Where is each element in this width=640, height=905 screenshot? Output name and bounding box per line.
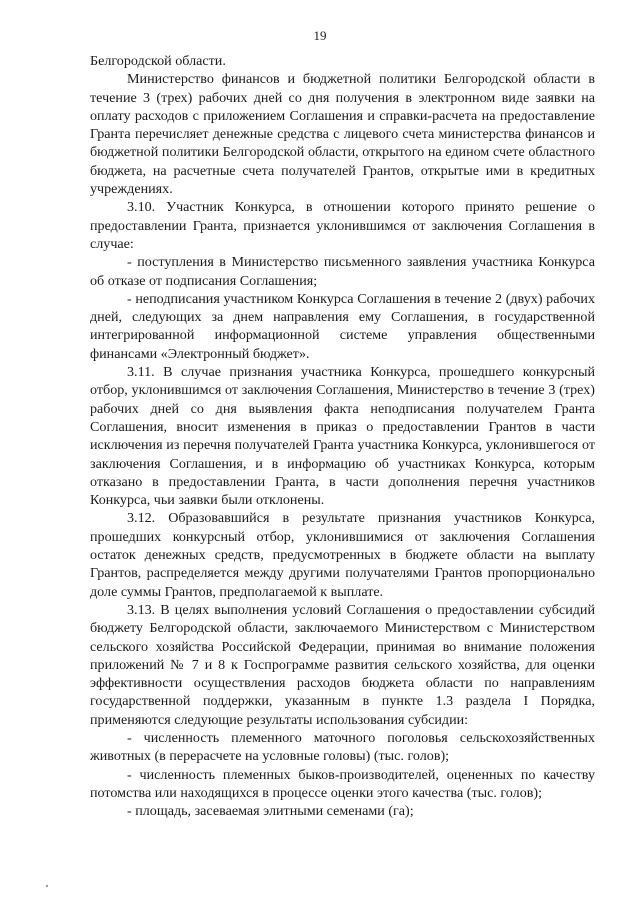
paragraph-3-12: 3.12. Образовавшийся в результате признания участников Конкурса, прошедших конкурсный отбор, уклонившимися от заключения Соглашения остаток денежных средств, предусмотренных в бюджете области на выплату Грантов, распределяется между другими получателями Грантов пропорционально доле суммы Грантов, предполагаемой к выплате. bbox=[90, 510, 595, 600]
list-item-non-signing: - неподписания участником Конкурса Соглашения в течение 2 (двух) рабочих дней, следующих за днем направления ему Соглашения, в государственной интегрированной информационной системе управления общественными финансами «Электронный бюджет». bbox=[90, 290, 595, 362]
paragraph-3-13: 3.13. В целях выполнения условий Соглашения о предоставлении субсидий бюджету Белгородской области, заключаемого Министерством с Министерством сельского хозяйства Российской Федерации, принимая во внимание положения приложений № 7 и 8 к Госпрограмме развития сельского хозяйства, для оценки эффективности осуществления расходов бюджета области по направлениям государственной поддержки, указанным в пункте 1.3 раздела I Порядка, применяются следующие результаты использования субсидии: bbox=[90, 601, 595, 728]
paragraph-ministry-transfer: Министерство финансов и бюджетной политики Белгородской области в течение 3 (трех) рабочих дней со дня получения в электронном виде заявки на оплату расходов с приложением Соглашения и справки-расчета на предоставление Гранта перечисляет денежные средства с лицевого счета министерства финансов и бюджетной политики Белгородской области, открытого на едином счете областного бюджета, на расчетные счета получателей Грантов, открытые ими в кредитных учреждениях. bbox=[90, 71, 595, 198]
list-item-written-refusal: - поступления в Министерство письменного заявления участника Конкурса об отказе от подписания Соглашения; bbox=[90, 254, 595, 289]
list-item-breeding-livestock: - численность племенного маточного поголовья сельскохозяйственных животных (в перерасчете на условные головы) (тыс. голов); bbox=[90, 729, 595, 765]
paragraph-3-11: 3.11. В случае признания участника Конкурса, прошедшего конкурсный отбор, уклонившимся от заключения Соглашения, Министерство в течение 3 (трех) рабочих дней со дня выявления факта неподписания получателем Гранта Соглашения, вносит изменения в приказ о предоставлении Грантов в части исключения из перечня получателей Гранта участника Конкурса, уклонившегося от заключения Соглашения, и в информацию об участниках Конкурса, которым отказано в предоставлении Гранта, в части дополнения перечня участников Конкурса, чьи заявки были отклонены. bbox=[90, 364, 595, 509]
scan-speck bbox=[46, 885, 48, 887]
page-number: 19 bbox=[313, 28, 327, 43]
list-item-elite-seeds-area: - площадь, засеваемая элитными семенами (га); bbox=[127, 803, 414, 820]
paragraph-continuation: Белгородской области. bbox=[90, 53, 226, 69]
document-body bbox=[90, 52, 595, 820]
paragraph-3-10: 3.10. Участник Конкурса, в отношении которого принято решение о предоставлении Гранта, признается уклонившимся от заключения Соглашения в случае: bbox=[90, 199, 595, 252]
list-item-breeding-bulls: - численность племенных быков-производителей, оцененных по качеству потомства или находящихся в процессе оценки этого качества (тыс. голов); bbox=[90, 766, 595, 801]
